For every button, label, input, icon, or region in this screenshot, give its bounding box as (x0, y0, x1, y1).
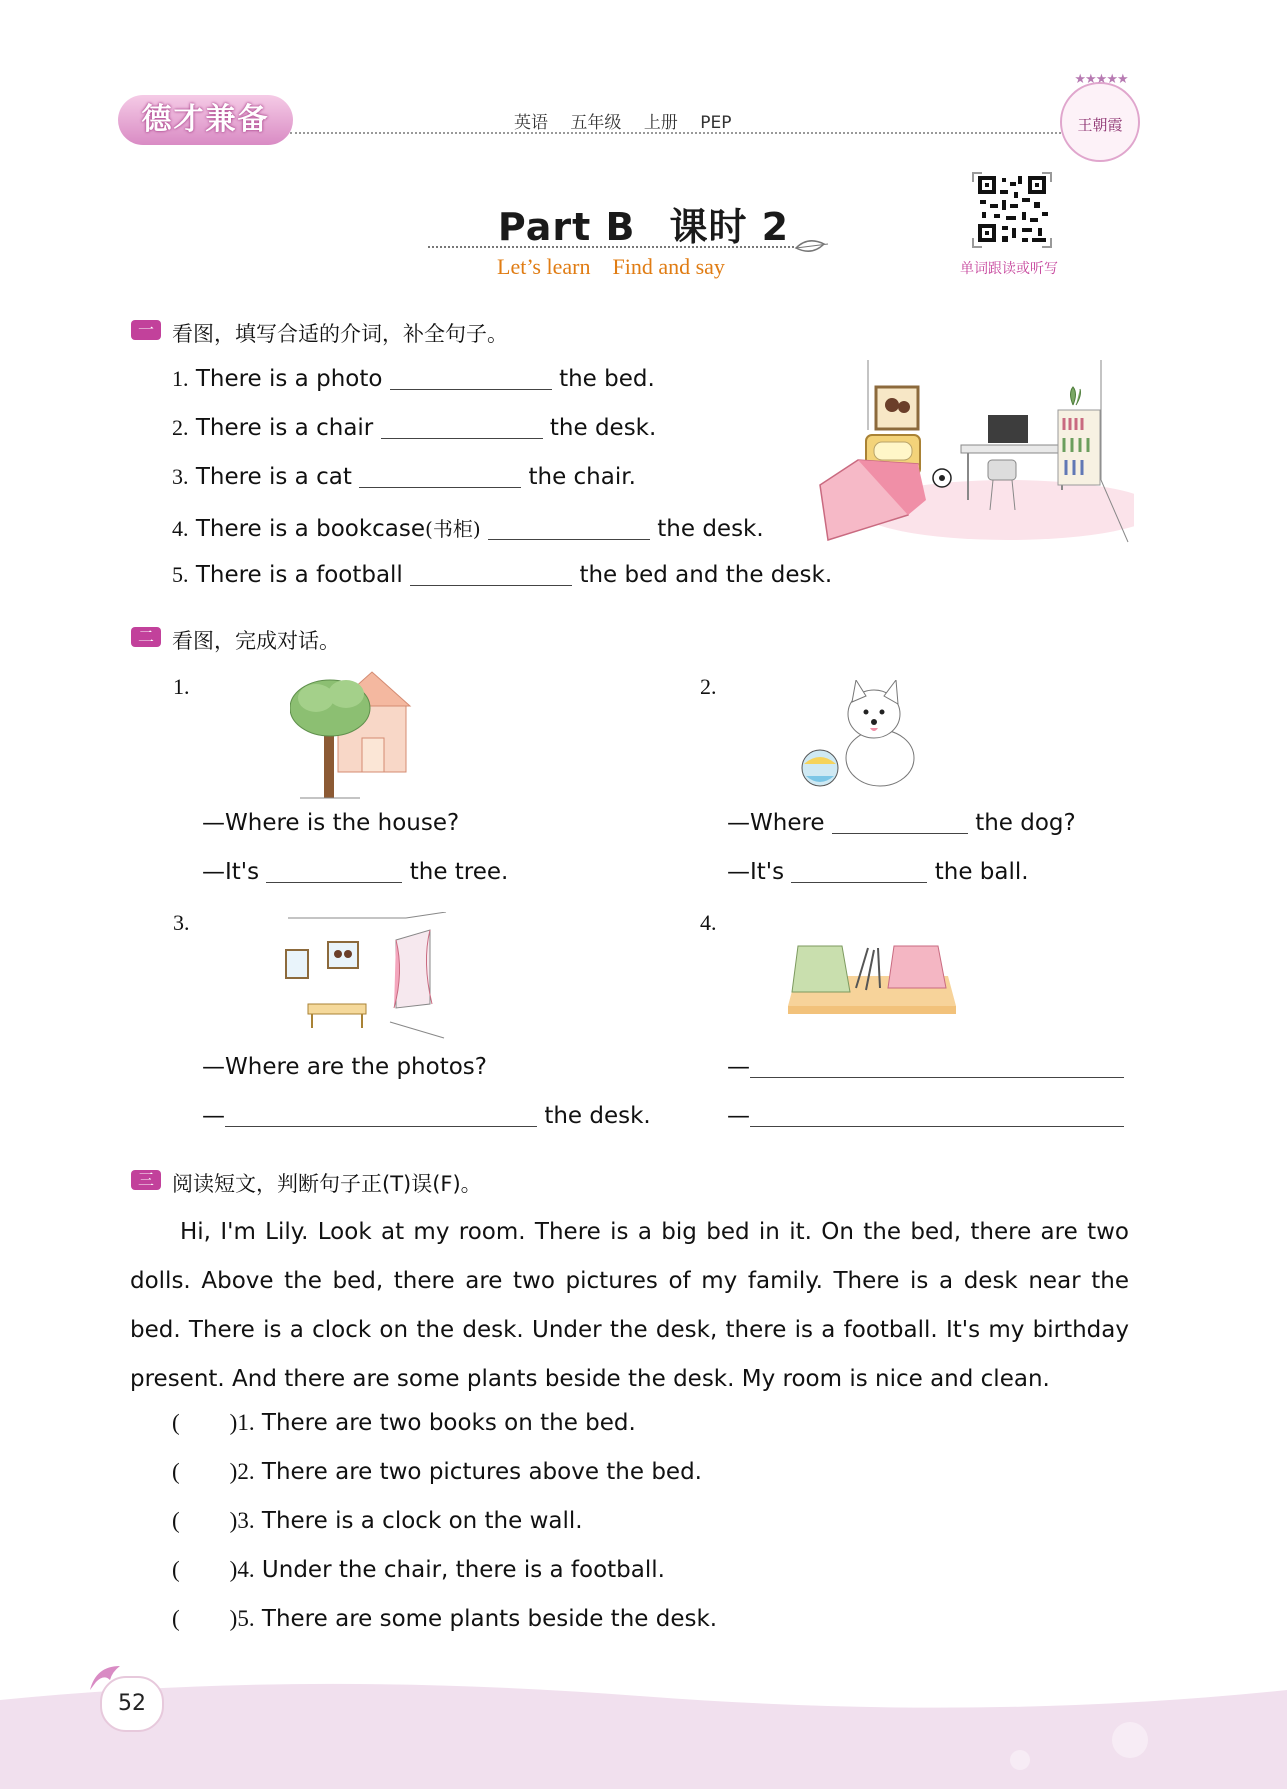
photo-frame-icon (328, 942, 358, 968)
leaf-icon (794, 236, 830, 258)
s1-question-5: 5. There is a football the bed and the desk. (172, 562, 833, 588)
title-divider (428, 246, 794, 248)
subtitle-lets-learn: Let’s learn (497, 254, 591, 279)
book-icon (888, 946, 946, 988)
chair-icon (988, 460, 1016, 480)
s2-item-1-answer: —It's the tree. (202, 859, 509, 885)
answer-blank[interactable] (359, 465, 521, 488)
volume-label: 上册 (643, 113, 678, 133)
header-meta (514, 108, 748, 133)
tf-item-1: ( )1. There are two books on the bed. (172, 1410, 636, 1436)
seal-name: 王朝霞 (1077, 116, 1123, 134)
qr-caption: 单词跟读或听写 (960, 261, 1058, 277)
s2-item-2-number: 2. (700, 674, 717, 699)
subject-label: 英语 (514, 113, 548, 133)
wall-photos-illustration (280, 912, 450, 1042)
section-1-title: 看图，填写合适的介词，补全句子。 (172, 322, 508, 346)
s2-item-1-question: —Where is the house? (202, 810, 460, 836)
s2-item-1-number: 1. (173, 674, 190, 699)
s2-item-4-line-2: — (727, 1103, 1124, 1129)
answer-blank[interactable] (791, 860, 927, 883)
page-number: 52 (100, 1676, 164, 1732)
computer-icon (988, 415, 1028, 443)
tree-trunk-icon (324, 728, 334, 798)
books-pencils-illustration (784, 936, 960, 1018)
grade-label: 五年级 (570, 113, 622, 133)
s2-item-3-answer: — the desk. (202, 1103, 651, 1129)
stars-icon: ★★★★★ (1074, 72, 1128, 87)
section-3-mark: 三 (131, 1170, 161, 1190)
page-title (0, 196, 1287, 251)
answer-blank[interactable] (266, 860, 402, 883)
book-icon (792, 946, 850, 992)
answer-blank[interactable] (225, 1104, 537, 1127)
answer-blank[interactable] (488, 517, 650, 540)
tf-item-4: ( )4. Under the chair, there is a football. (172, 1557, 665, 1583)
window-icon (396, 930, 430, 1008)
part-label: Part B (497, 205, 636, 249)
section-1-mark: 一 (131, 320, 161, 340)
subtitle-find-and-say: Find and say (612, 254, 725, 279)
dog-icon (846, 680, 914, 786)
plant-icon (1071, 387, 1081, 405)
s2-item-2-answer: —It's the ball. (727, 859, 1029, 885)
s1-question-4: 4. There is a bookcase(书柜) the desk. (172, 516, 764, 542)
section-2-title: 看图，完成对话。 (172, 629, 340, 653)
subtitle (497, 254, 725, 280)
qr-code-icon[interactable] (972, 172, 1052, 248)
s2-item-4-number: 4. (700, 910, 717, 935)
tree-house-illustration (290, 668, 420, 802)
s1-question-2: 2. There is a chair the desk. (172, 415, 657, 441)
photo-frame-icon (286, 950, 308, 978)
s2-item-2-question: —Where the dog? (727, 810, 1076, 836)
brand-logo: 德才兼备 (118, 95, 293, 145)
answer-blank[interactable] (410, 563, 572, 586)
footer-wave (0, 1660, 1287, 1789)
edition-label: PEP (700, 113, 732, 133)
answer-blank[interactable] (750, 1104, 1124, 1127)
s2-item-3-question: —Where are the photos? (202, 1054, 487, 1080)
tf-item-2: ( )2. There are two pictures above the bed. (172, 1459, 702, 1485)
answer-blank[interactable] (390, 367, 552, 390)
s2-item-4-line-1: — (727, 1054, 1124, 1080)
desk-icon (308, 1004, 366, 1014)
answer-blank[interactable] (750, 1055, 1124, 1078)
bedroom-illustration (818, 360, 1134, 545)
s1-question-3: 3. There is a cat the chair. (172, 464, 636, 490)
answer-blank[interactable] (381, 416, 543, 439)
tf-item-5: ( )5. There are some plants beside the desk. (172, 1606, 718, 1632)
s1-question-1: 1. There is a photo the bed. (172, 366, 655, 392)
answer-blank[interactable] (832, 811, 968, 834)
section-3-title: 阅读短文，判断句子正(T)误(F)。 (172, 1172, 482, 1196)
dog-ball-illustration (800, 680, 936, 790)
section-2-mark: 二 (131, 627, 161, 647)
tf-item-3: ( )3. There is a clock on the wall. (172, 1508, 583, 1534)
s2-item-3-number: 3. (173, 910, 190, 935)
desk-icon (961, 445, 1069, 453)
passage-text: Hi, I'm Lily. Look at my room. There is a big bed in it. On the bed, there are two dolls. Above the bed, there are two pictures of my family. There is a desk near the bed. There is a clock on the desk. Under the desk, there is a football. It's my birthday present. And there are some plants beside the desk. My room is nice and clean. (130, 1219, 1129, 1392)
lesson-label: 课时 2 (669, 205, 790, 249)
reading-passage (130, 1208, 1129, 1404)
author-seal (1060, 72, 1140, 162)
